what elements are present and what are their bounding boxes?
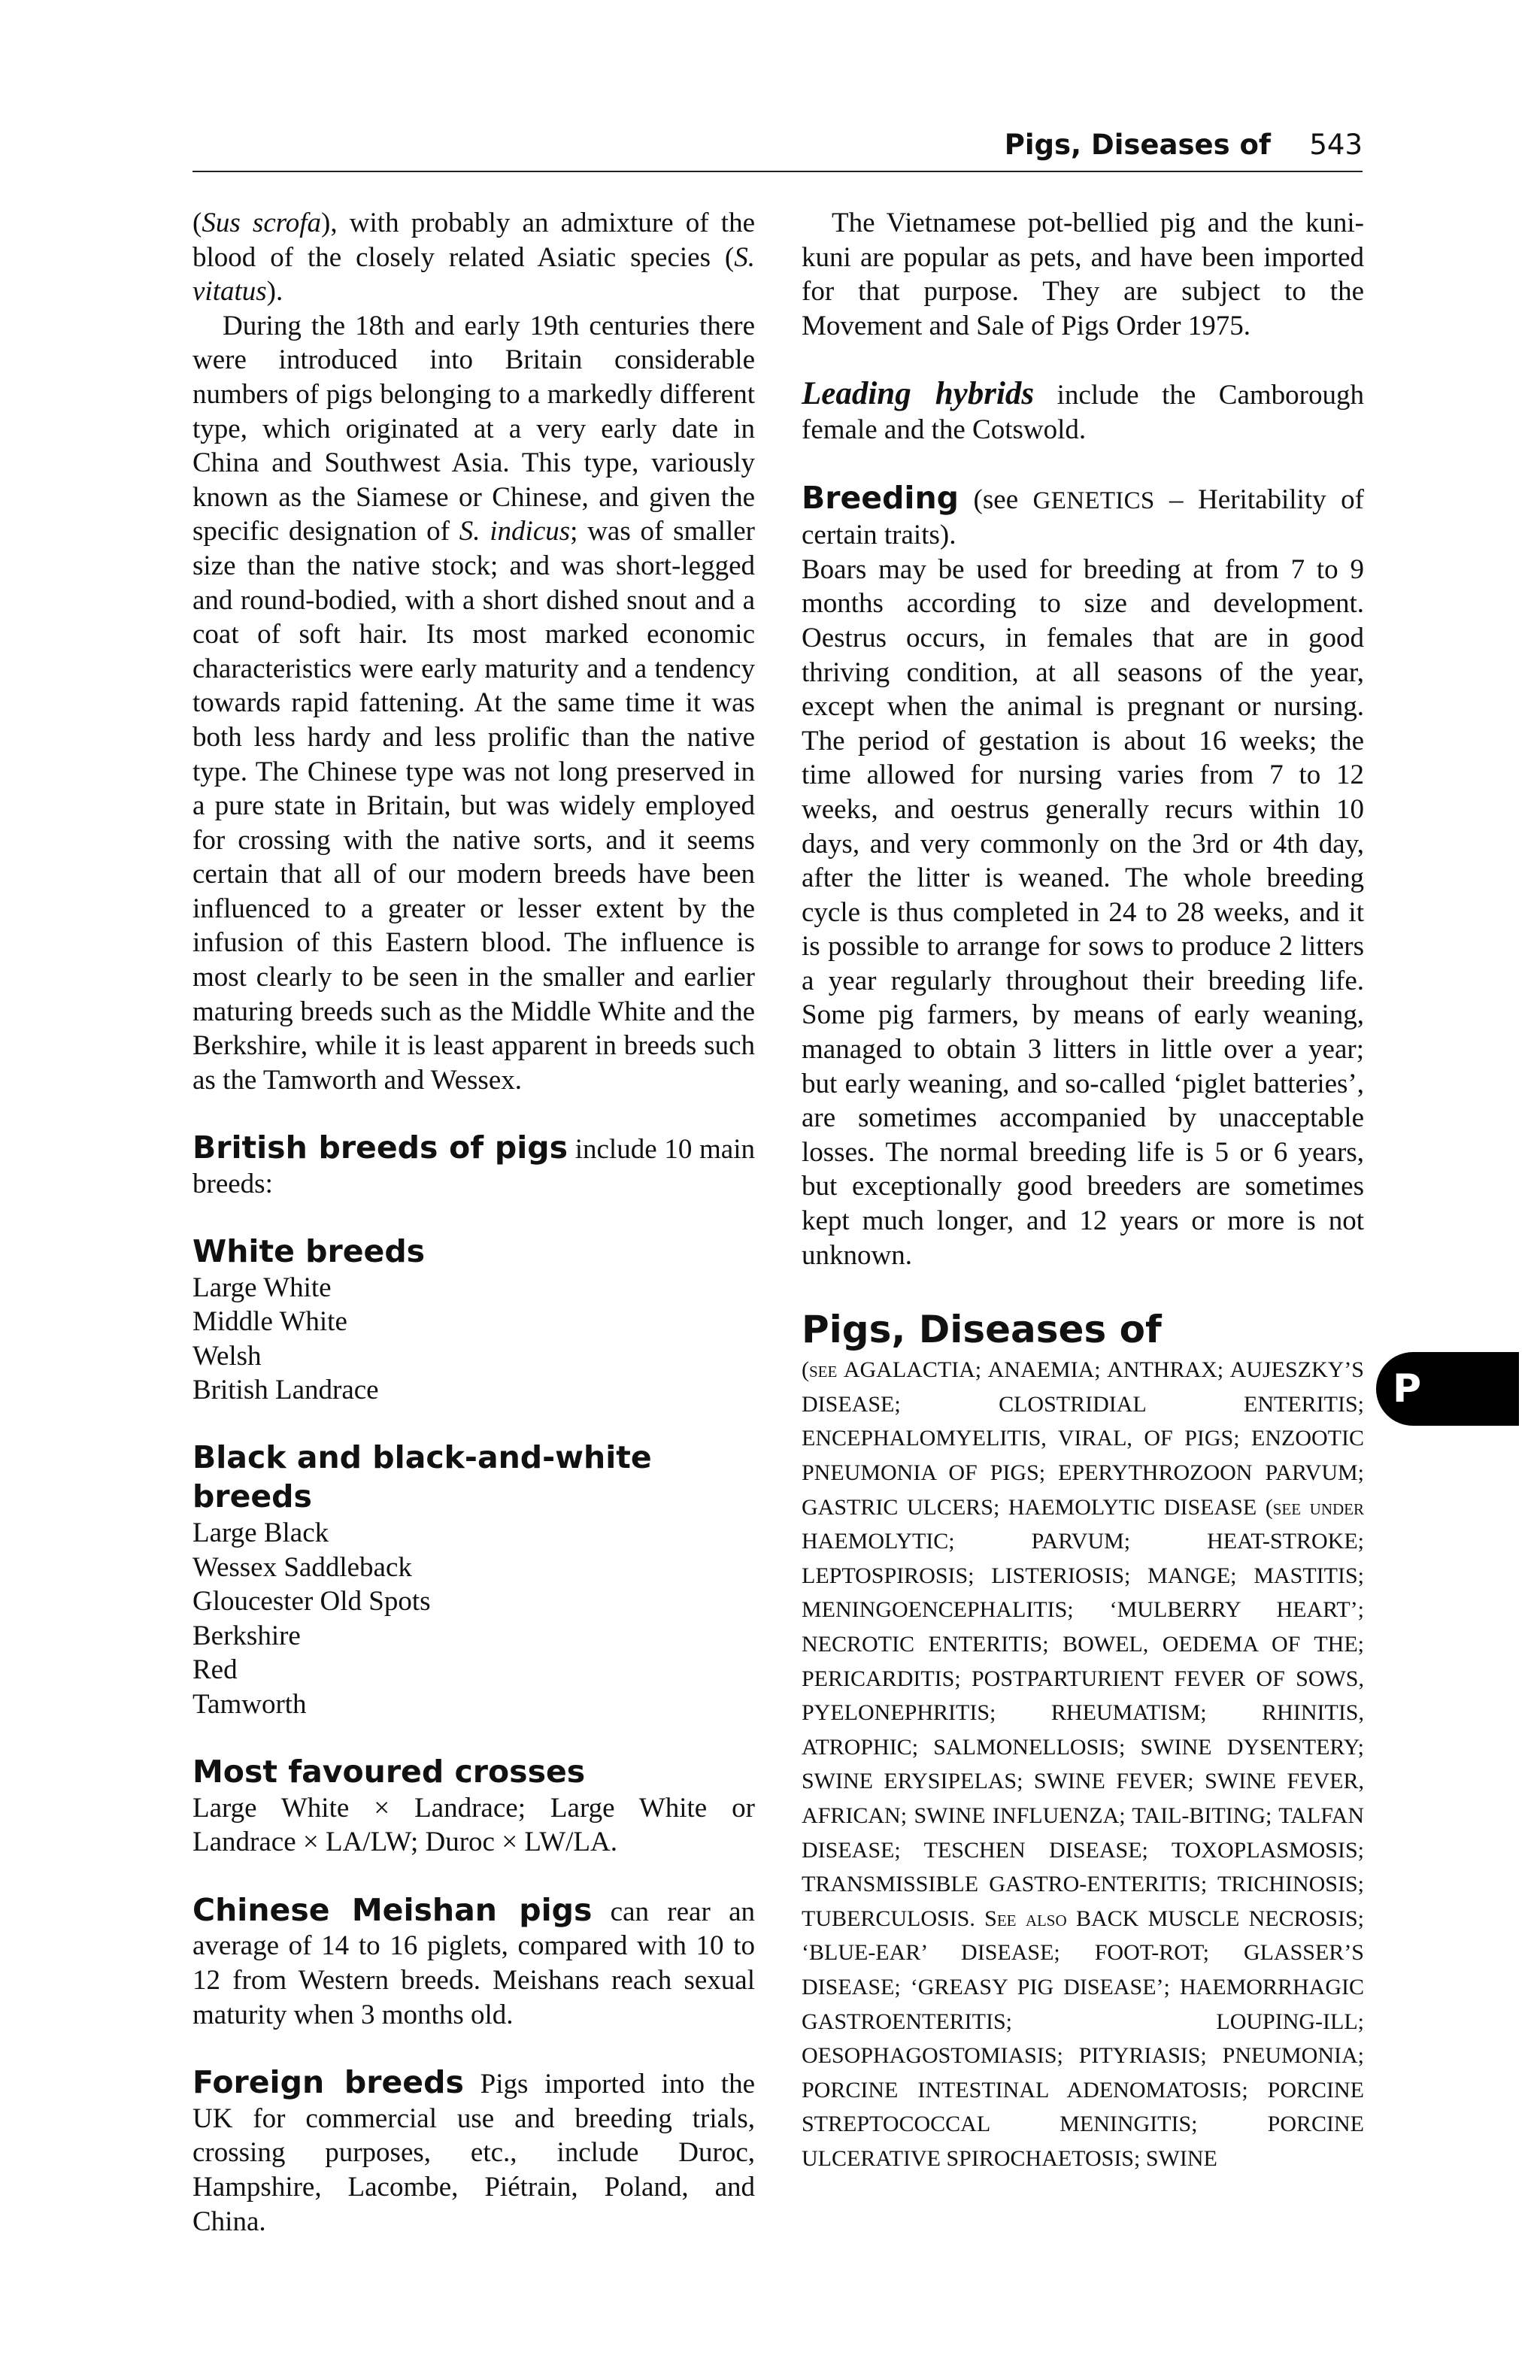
page-number: 543 xyxy=(1309,129,1363,161)
italic-species: Sus scrofa xyxy=(202,208,322,238)
text-run: During the 18th and early 19th centuries there were introduced into Britain considerable numbers of pigs belonging to a markedly different type, which originated at a very early date in China and Southwest Asia. This type, variously known as the Siamese or Chinese, and given the specific designation of xyxy=(192,310,755,547)
xref-genetics: GENETICS xyxy=(1032,487,1155,514)
text-run: (see xyxy=(959,484,1033,515)
list-white-breeds xyxy=(192,1271,755,1408)
list-item: British Landrace xyxy=(192,1375,379,1406)
text-run: Pigs imported into the UK for commercial use and breeding trials, crossing purposes, etc., include Duroc, Hampshire, Lacombe, Piétrain, Poland, and China. xyxy=(192,2069,755,2237)
heading-meishan: Chinese Meishan pigs xyxy=(192,1891,593,1928)
paragraph-chinese-type xyxy=(192,309,755,1098)
thumb-index-tab xyxy=(1376,1352,1519,1426)
paragraph-breeding-heading xyxy=(802,481,1364,553)
running-header-title: Pigs, Diseases of xyxy=(1004,129,1271,161)
paragraph-meishan xyxy=(192,1893,755,2032)
paragraph-sus-scrofa xyxy=(192,206,755,309)
heading-leading-hybrids: Leading hybrids xyxy=(802,376,1035,412)
text-run: can rear an average of 14 to 16 piglets, compared with 10 to 12 from Western breeds. Meishans reach sexual maturity when 3 months old. xyxy=(192,1896,755,2030)
heading-white-breeds: White breeds xyxy=(192,1232,426,1269)
heading-breeding: Breeding xyxy=(802,479,959,516)
text-run: ; was of smaller size than the native stock; and was short-legged and round-bodied, with a short dished snout and a coat of soft hair. Its most marked economic characteristics were early maturity and a tendency towards rapid fattening. At the same time it was both less hardy and less prolific than the native type. The Chinese type was not long preserved in a pure state in Britain, but was widely employed for crossing with the native sorts, and it seems certain that all of our modern breeds have been influenced to a greater or lesser extent by the infusion of this Eastern blood. The influence is most clearly to be seen in the smaller and earlier maturing breeds such as the Middle White and the Berkshire, while it is least apparent in breeds such as the Tamworth and Wessex. xyxy=(192,516,755,1096)
paragraph-breeding: Boars may be used for breeding at from 7 to 9 months according to size and development. Oestrus occurs, in females that are in good thriving condition, at all seasons of the year, except when the animal is pregnant or nursing. The period of gestation is about 16 weeks; the time allowed for nursing varies from 7 to 12 weeks, and oestrus generally recurs within 10 days, and very commonly on the 3rd or 4th day, after the litter is weaned. The whole breeding cycle is thus completed in 24 to 28 weeks, and it is possible to arrange for sows to produce 2 litters a year regularly throughout their breeding life. Some pig farmers, by means of early weaning, managed to obtain 3 litters in little over a year; but early weaning, and so-called ‘piglet batteries’, are sometimes accompanied by unacceptable losses. The normal breeding life is 5 or 6 years, but exceptionally good breeders are sometimes kept much longer, and 12 years or more is not unknown. xyxy=(802,553,1364,1271)
paragraph-foreign-breeds xyxy=(192,2066,755,2239)
paragraph-diseases-xref: (see AGALACTIA; ANAEMIA; ANTHRAX; AUJESZKY’S DISEASE; CLOSTRIDIAL ENTERITIS; ENCEPHALOMYELITIS, VIRAL, OF PIGS; ENZOOTIC PNEUMONIA OF PIGS; EPERYTHROZOON PARVUM; GASTRIC ULCERS; HAEMOLYTIC DISEASE (see under HAEMOLYTIC; PARVUM; HEAT-STROKE; LEPTOSPIROSIS; LISTERIOSIS; MANGE; MASTITIS; MENINGOENCEPHALITIS; ‘MULBERRY HEART’; NECROTIC ENTERITIS; BOWEL, OEDEMA OF THE; PERICARDITIS; POSTPARTURIENT FEVER OF SOWS, PYELONEPHRITIS; RHEUMATISM; RHINITIS, ATROPHIC; SALMONELLOSIS; SWINE DYSENTERY; SWINE ERYSIPELAS; SWINE FEVER; SWINE FEVER, AFRICAN; SWINE INFLUENZA; TAIL-BITING; TALFAN DISEASE; TESCHEN DISEASE; TOXOPLASMOSIS; TRANSMISSIBLE GASTRO-ENTERITIS; TRICHINOSIS; TUBERCULOSIS. See also BACK MUSCLE NECROSIS; ‘BLUE-EAR’ DISEASE; FOOT-ROT; GLASSER’S DISEASE; ‘GREASY PIG DISEASE’; HAEMORRHAGIC GASTROENTERITIS; LOUPING-ILL; OESOPHAGOSTOMIASIS; PITYRIASIS; PNEUMONIA; PORCINE INTESTINAL ADENOMATOSIS; PORCINE STREPTOCOCCAL MENINGITIS; PORCINE ULCERATIVE SPIROCHAETOSIS; SWINE xyxy=(802,1357,1364,2171)
paragraph-hybrids xyxy=(802,377,1364,447)
list-item: Wessex Saddleback xyxy=(192,1551,412,1583)
list-item: Middle White xyxy=(192,1306,347,1338)
right-column xyxy=(802,206,1364,2175)
list-item: Red xyxy=(192,1654,238,1686)
running-header xyxy=(192,125,1363,165)
list-item: Welsh xyxy=(192,1340,262,1372)
heading-black-breeds: Black and black-and-white breeds xyxy=(192,1439,652,1514)
text-run: include 10 main breeds: xyxy=(192,1134,756,1200)
left-column xyxy=(192,206,755,2239)
heading-foreign-breeds: Foreign breeds xyxy=(192,2064,464,2101)
heading-pigs-diseases: Pigs, Diseases of xyxy=(802,1308,1162,1352)
thumb-index-letter: P xyxy=(1393,1366,1422,1411)
list-black-breeds xyxy=(192,1516,755,1722)
text-run: ( xyxy=(192,208,202,238)
italic-species: S. vitatus xyxy=(192,241,755,308)
list-item: Tamworth xyxy=(192,1688,307,1720)
list-item: Large White xyxy=(192,1272,332,1303)
paragraph-crosses: Large White × Landrace; Large White or Landrace × LA/LW; Duroc × LW/LA. xyxy=(192,1792,755,1858)
paragraph-british-breeds xyxy=(192,1131,755,1201)
header-rule xyxy=(192,171,1363,172)
text-run: – Heritability of certain traits). xyxy=(802,484,1364,551)
list-item: Gloucester Old Spots xyxy=(192,1586,431,1617)
heading-favoured-crosses: Most favoured crosses xyxy=(192,1753,586,1790)
paragraph-vietnamese: The Vietnamese pot-bellied pig and the kuni-kuni are popular as pets, and have been imported for that purpose. They are subject to the Movement and Sale of Pigs Order 1975. xyxy=(802,208,1364,341)
text-run: ), with probably an admixture of the blood of the closely related Asiatic species ( xyxy=(192,208,755,273)
text-run: ). xyxy=(266,276,283,308)
text-run: include the Camborough female and the Cotswold. xyxy=(802,380,1364,445)
list-item: Berkshire xyxy=(192,1620,301,1651)
italic-species: S. indicus xyxy=(459,516,571,547)
heading-british-breeds: British breeds of pigs xyxy=(192,1129,568,1166)
list-item: Large Black xyxy=(192,1517,329,1548)
